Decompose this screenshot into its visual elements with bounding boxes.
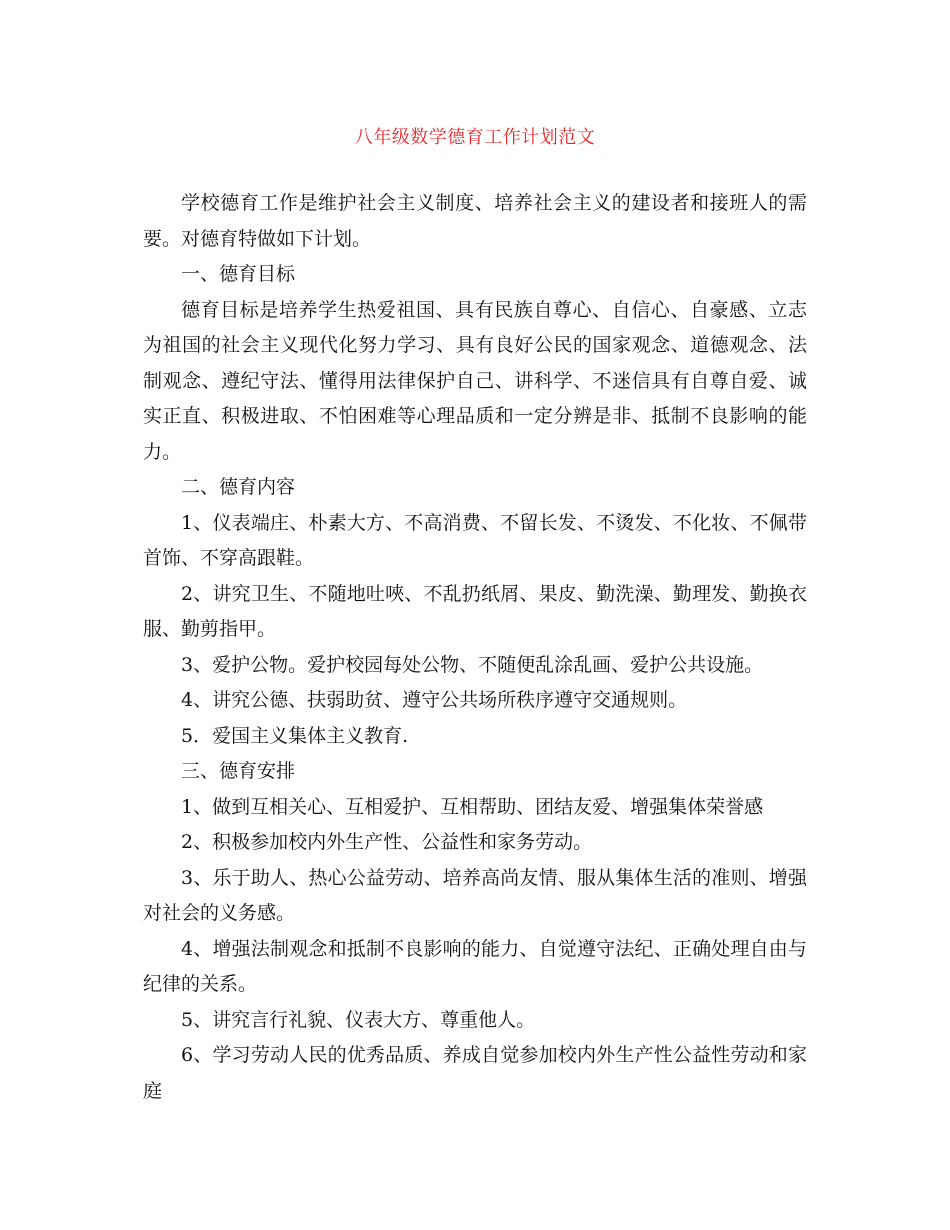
document-title: 八年级数学德育工作计划范文 xyxy=(354,127,596,148)
list-item: 5．爱国主义集体主义教育. xyxy=(181,724,409,747)
list-item: 1、仪表端庄、朴素大方、不高消费、不留长发、不烫发、不化妆、不佩带首饰、不穿高跟鞋。 xyxy=(143,511,807,569)
list-item: 2、积极参加校内外生产性、公益性和家务劳动。 xyxy=(181,831,593,853)
list-item: 2、讲究卫生、不随地吐唊、不乱扔纸屑、果皮、勤洗澡、勤理发、勤换衣服、勤剪指甲。 xyxy=(143,582,807,640)
list-item: 3、爱护公物。爱护校园每处公物、不随便乱涂乱画、爱护公共设施。 xyxy=(181,653,764,676)
section-heading-goals: 一、德育目标 xyxy=(181,263,296,285)
document-body xyxy=(143,186,807,1109)
section-heading-content: 二、德育内容 xyxy=(181,476,296,498)
section-heading-arrangement: 三、德育安排 xyxy=(181,760,296,782)
list-item: 4、增强法制观念和抵制不良影响的能力、自觉遵守法纪、正确处理自由与纪律的关系。 xyxy=(143,937,807,995)
list-item: 4、讲究公德、扶弱助贫、遵守公共场所秩序遵守交通规则。 xyxy=(181,689,688,711)
list-item: 1、做到互相关心、互相爱护、互相帮助、团结友爱、增强集体荣誉感 xyxy=(181,795,764,818)
list-item: 3、乐于助人、热心公益劳动、培养高尚友情、服从集体生活的准则、增强对社会的义务感。 xyxy=(143,866,807,924)
paragraph-goals: 德育目标是培养学生热爱祖国、具有民族自尊心、自信心、自豪感、立志为祖国的社会主义现代化努力学习、具有良好公民的国家观念、道德观念、法制观念、遵纪守法、懂得用法律保护自己、讲科学、不迷信具有自尊自爱、诚实正直、积极进取、不怕困难等心理品质和一定分辨是非、抵制不良影响的能力。 xyxy=(143,298,807,463)
list-item: 5、讲究言行礼貌、仪表大方、尊重他人。 xyxy=(181,1008,536,1031)
paragraph-intro: 学校德育工作是维护社会主义制度、培养社会主义的建设者和接班人的需要。对德育特做如下计划。 xyxy=(143,192,807,250)
list-item: 6、学习劳动人民的优秀品质、养成自觉参加校内外生产性公益性劳动和家庭 xyxy=(143,1044,807,1102)
